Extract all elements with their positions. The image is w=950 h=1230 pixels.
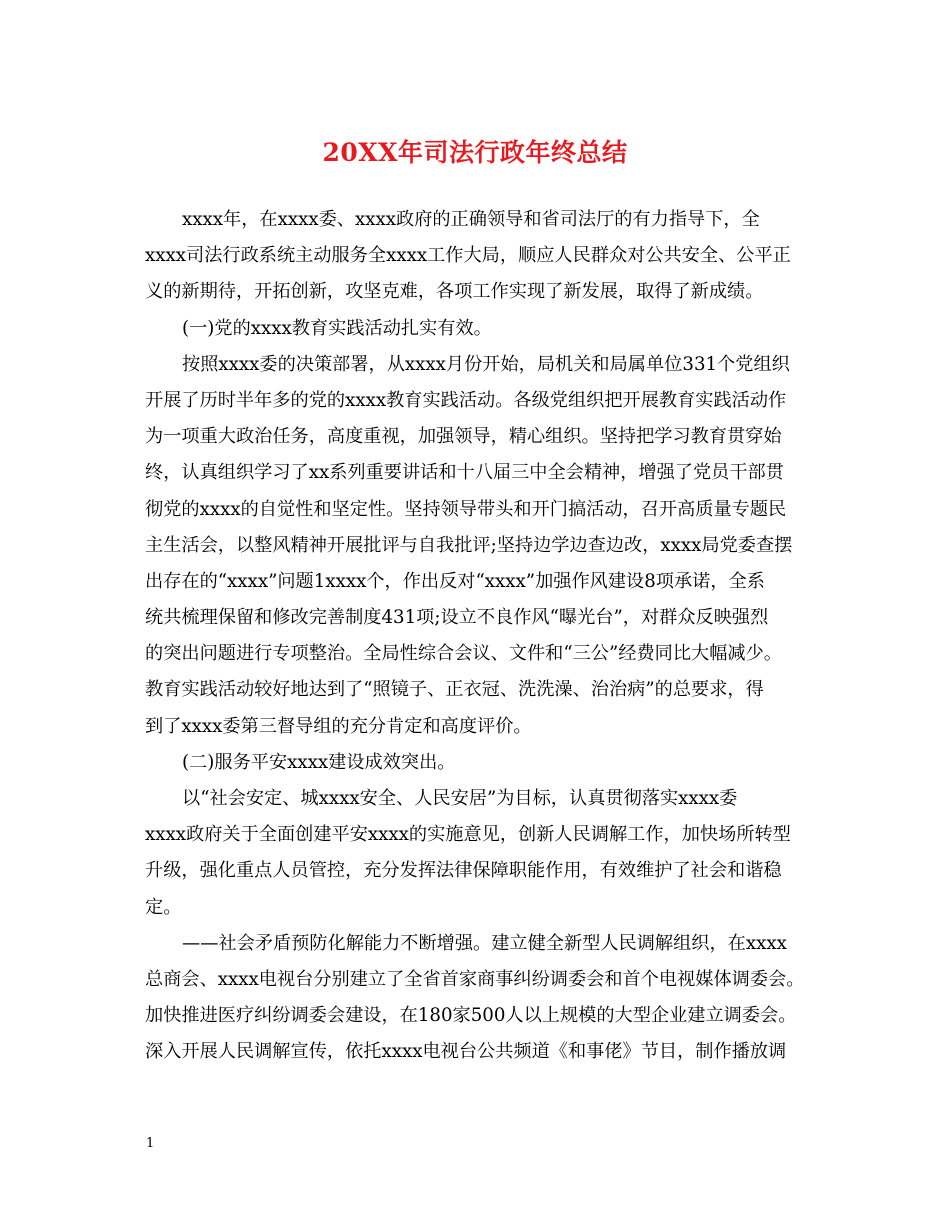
body-line: 主生活会，以整风精神开展批评与自我批评;坚持边学边查边改，xxxx局党委查摆 — [145, 534, 793, 556]
body-line: 教育实践活动较好地达到了“照镜子、正衣冠、洗洗澡、治治病”的总要求，得 — [145, 679, 764, 701]
section-heading: (一)党的xxxx教育实践活动扎实有效。 — [182, 317, 492, 339]
body-line: 到了xxxx委第三督导组的充分肯定和高度评价。 — [145, 715, 532, 737]
body-line: 总商会、xxxx电视台分别建立了全省首家商事纠纷调委会和首个电视媒体调委会。 — [145, 968, 805, 990]
body-line: 为一项重大政治任务，高度重视，加强领导，精心组织。坚持把学习教育贯穿始 — [145, 426, 782, 448]
body-line: 按照xxxx委的决策部署，从xxxx月份开始，局机关和局属单位331个党组织 — [182, 353, 790, 375]
body-line: xxxx司法行政系统主动服务全xxxx工作大局，顺应人民群众对公共安全、公平正 — [145, 245, 791, 267]
body-line: 的突出问题进行专项整治。全局性综合会议、文件和“三公”经费同比大幅减少。 — [145, 643, 782, 665]
page-number: 1 — [146, 1136, 155, 1151]
body-line: 加快推进医疗纠纷调委会建设，在180家500人以上规模的大型企业建立调委会。 — [145, 1005, 797, 1027]
body-line: 统共梳理保留和修改完善制度431项;设立不良作风“曝光台”，对群众反映强烈 — [145, 607, 769, 629]
body-line: ——社会矛盾预防化解能力不断增强。建立健全新型人民调解组织，在xxxx — [182, 932, 787, 954]
document-title: 20XX年司法行政年终总结 — [322, 138, 628, 167]
body-line: 以“社会安定、城xxxx安全、人民安居”为目标，认真贯彻落实xxxx委 — [182, 788, 738, 809]
body-line: 彻党的xxxx的自觉性和坚定性。坚持领导带头和开门搞活动，召开高质量专题民 — [145, 498, 787, 520]
body-line: 义的新期待，开拓创新，攻坚克难，各项工作实现了新发展，取得了新成绩。 — [145, 281, 764, 303]
body-line: 终，认真组织学习了xx系列重要讲话和十八届三中全会精神，增强了党员干部贯 — [145, 462, 784, 484]
document-body — [145, 202, 805, 1071]
body-line: xxxx年，在xxxx委、xxxx政府的正确领导和省司法厅的有力指导下，全 — [182, 209, 760, 230]
body-line: 开展了历时半年多的党的xxxx教育实践活动。各级党组织把开展教育实践活动作 — [145, 389, 787, 411]
section-heading: (二)服务平安xxxx建设成效突出。 — [182, 751, 456, 773]
body-line: 定。 — [145, 896, 182, 918]
body-line: 升级，强化重点人员管控，充分发挥法律保障职能作用，有效维护了社会和谐稳 — [145, 860, 782, 882]
body-line: 出存在的“xxxx”问题1xxxx个，作出反对“xxxx”加强作风建设8项承诺，全系 — [145, 570, 765, 592]
body-line: 深入开展人民调解宣传，依托xxxx电视台公共频道《和事佬》节目，制作播放调 — [145, 1041, 787, 1063]
body-line: xxxx政府关于全面创建平安xxxx的实施意见，创新人民调解工作，加快场所转型 — [145, 824, 791, 846]
